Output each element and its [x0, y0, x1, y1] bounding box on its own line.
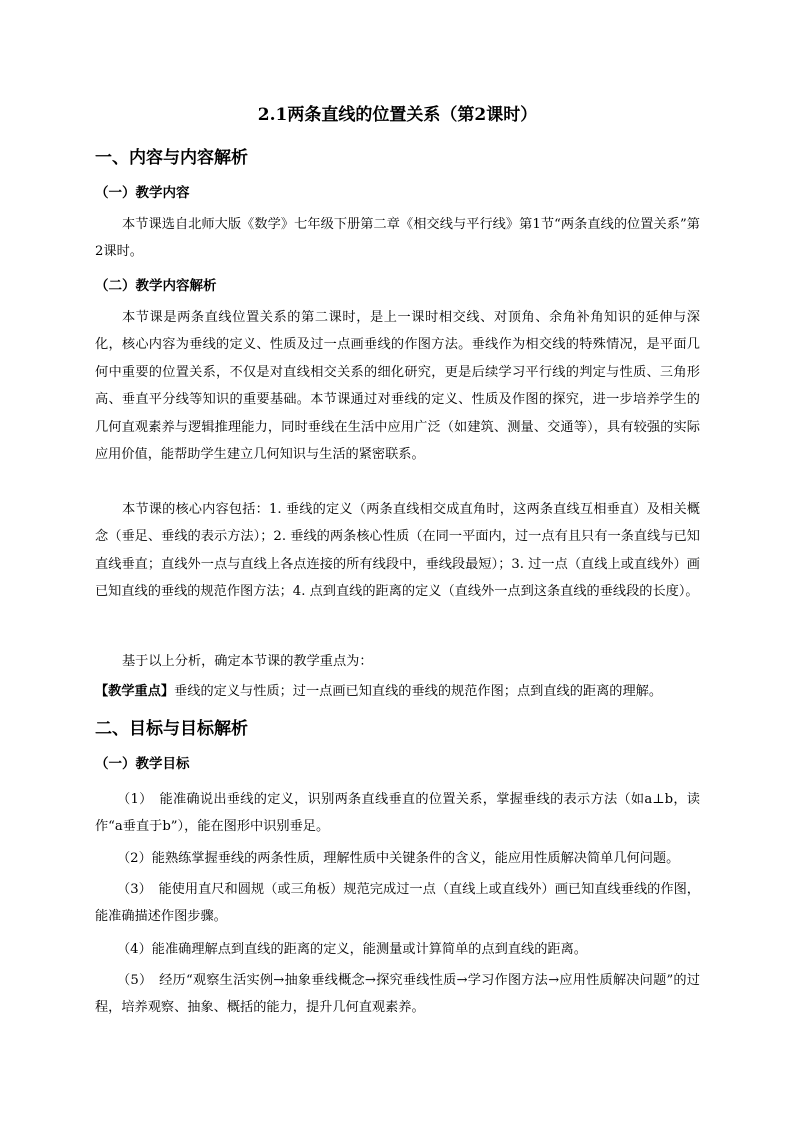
paragraph-content: 本节课选自北师大版《数学》七年级下册第二章《相交线与平行线》第1节“两条直线的位置关系”第2课时。: [95, 217, 700, 260]
goal-item-5: （5） 经历“观察生活实例→抽象垂线概念→探究垂线性质→学习作图方法→应用性质解决问题”的过程，培养观察、抽象、概括的能力，提升几何直观素养。: [95, 973, 700, 1016]
teaching-focus: [95, 678, 700, 705]
teaching-focus-text: 垂线的定义与性质；过一点画已知直线的垂线的规范作图；点到直线的距离的理解。: [174, 684, 663, 699]
goal-item-1: （1） 能准确说出垂线的定义，识别两条直线垂直的位置关系，掌握垂线的表示方法（如a⊥b，读作“a垂直于b”），能在图形中识别垂足。: [95, 792, 700, 835]
goal-item-2: （2）能熟练掌握垂线的两条性质，理解性质中关键条件的含义，能应用性质解决简单几何问题。: [117, 851, 680, 866]
paragraph-analysis-1: 本节课是两条直线位置关系的第二课时，是上一课时相交线、对顶角、余角补角知识的延伸与深化，核心内容为垂线的定义、性质及过一点画垂线的作图方法。垂线作为相交线的特殊情况，是平面几何中重要的位置关系，不仅是对直线相交关系的细化研究，更是后续学习平行线的判定与性质、三角形高、垂直平分线等知识的重要基础。本节课通过对垂线的定义、性质及作图的探究，进一步培养学生的几何直观素养与逻辑推理能力，同时垂线在生活中应用广泛（如建筑、测量、交通等），具有较强的实际应用价值，能帮助学生建立几何知识与生活的紧密联系。: [95, 310, 700, 463]
document-title: 2.1两条直线的位置关系（第2课时）: [257, 105, 538, 125]
goal-item-3: （3） 能使用直尺和圆规（或三角板）规范完成过一点（直线上或直线外）画已知直线垂线的作图，能准确描述作图步骤。: [95, 882, 700, 925]
paragraph-analysis-3: 基于以上分析，确定本节课的教学重点为：: [122, 654, 373, 669]
goal-item-4: （4）能准确理解点到直线的距离的定义，能测量或计算简单的点到直线的距离。: [117, 942, 587, 957]
paragraph-analysis-2: 本节课的核心内容包括：1. 垂线的定义（两条直线相交成直角时，这两条直线互相垂直）及相关概念（垂足、垂线的表示方法）；2. 垂线的两条核心性质（在同一平面内，过一点有且只有一条直线与已知直线垂直；直线外一点与直线上各点连接的所有线段中，垂线段最短）；3. 过一点（直线上或直线外）画已知直线的垂线的规范作图方法；4. 点到直线的距离的定义（直线外一点到这条直线的垂线段的长度）。: [95, 502, 700, 600]
section-heading-1: 一、内容与内容解析: [95, 148, 248, 168]
subsection-heading-content: （一）教学内容: [95, 185, 190, 201]
subsection-heading-goals: （一）教学目标: [95, 756, 190, 772]
teaching-focus-label: 【教学重点】: [95, 684, 175, 699]
section-heading-2: 二、目标与目标解析: [95, 719, 248, 739]
subsection-heading-analysis: （二）教学内容解析: [95, 278, 217, 294]
